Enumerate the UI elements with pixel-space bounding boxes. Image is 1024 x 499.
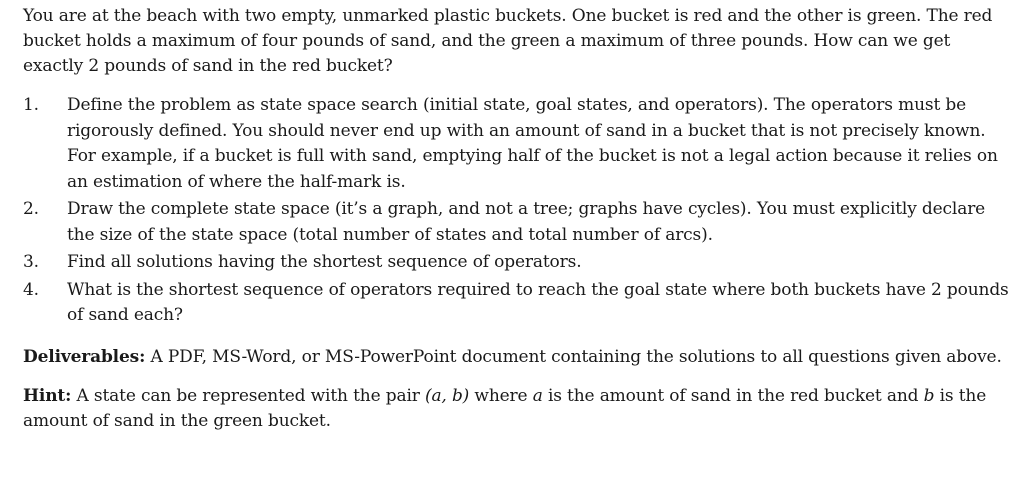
hint-text-1: A state can be represented with the pair [71,385,425,406]
list-item [23,93,1013,195]
deliverables-paragraph [23,345,1013,370]
hint-text-2: where [469,385,533,406]
list-item-text: Define the problem as state space search (initial state, goal states, and operators). The operators must be rigorously defined. You should never end up with an amount of sand in a bucket that is not precisely known. For example, if a bucket is full with sand, emptying half of the bucket is not a legal action because it relies on an estimation of where the half-mark is. [67,95,998,192]
hint-pair: (a, b) [424,385,470,406]
list-item-text: Find all solutions having the shortest sequence of operators. [67,252,582,272]
hint-var-a: a [532,385,543,406]
deliverables-label: Deliverables: [23,346,146,367]
hint-text-3: is the amount of sand in the red bucket and [542,385,924,406]
list-item-number: 3. [23,252,39,272]
list-item [23,278,1013,329]
document-page [23,4,1013,434]
list-item-text: Draw the complete state space (it’s a graph, and not a tree; graphs have cycles). You must explicitly declare the size of the state space (total number of states and total number of arcs). [67,199,986,245]
hint-paragraph [23,384,1013,434]
list-item [23,197,1013,248]
hint-var-b: b [923,385,935,406]
hint-text-4: is the amount of sand in the green bucket. [23,385,987,431]
list-item-number: 4. [23,279,39,300]
deliverables-text: A PDF, MS-Word, or MS-PowerPoint document containing the solutions to all questions given above. [145,346,1002,367]
list-item-number: 2. [23,199,39,219]
list-item-text: What is the shortest sequence of operators required to reach the goal state where both buckets have 2 pounds of sand each? [67,279,1009,325]
list-item-number: 1. [23,95,39,115]
list-item [23,250,1013,276]
hint-label: Hint: [23,385,72,406]
task-list [23,93,1013,329]
intro-paragraph: You are at the beach with two empty, unmarked plastic buckets. One bucket is red and the other is green. The red bucket holds a maximum of four pounds of sand, and the green a maximum of three pounds. How can we get exactly 2 pounds of sand in the red bucket? [23,6,993,76]
